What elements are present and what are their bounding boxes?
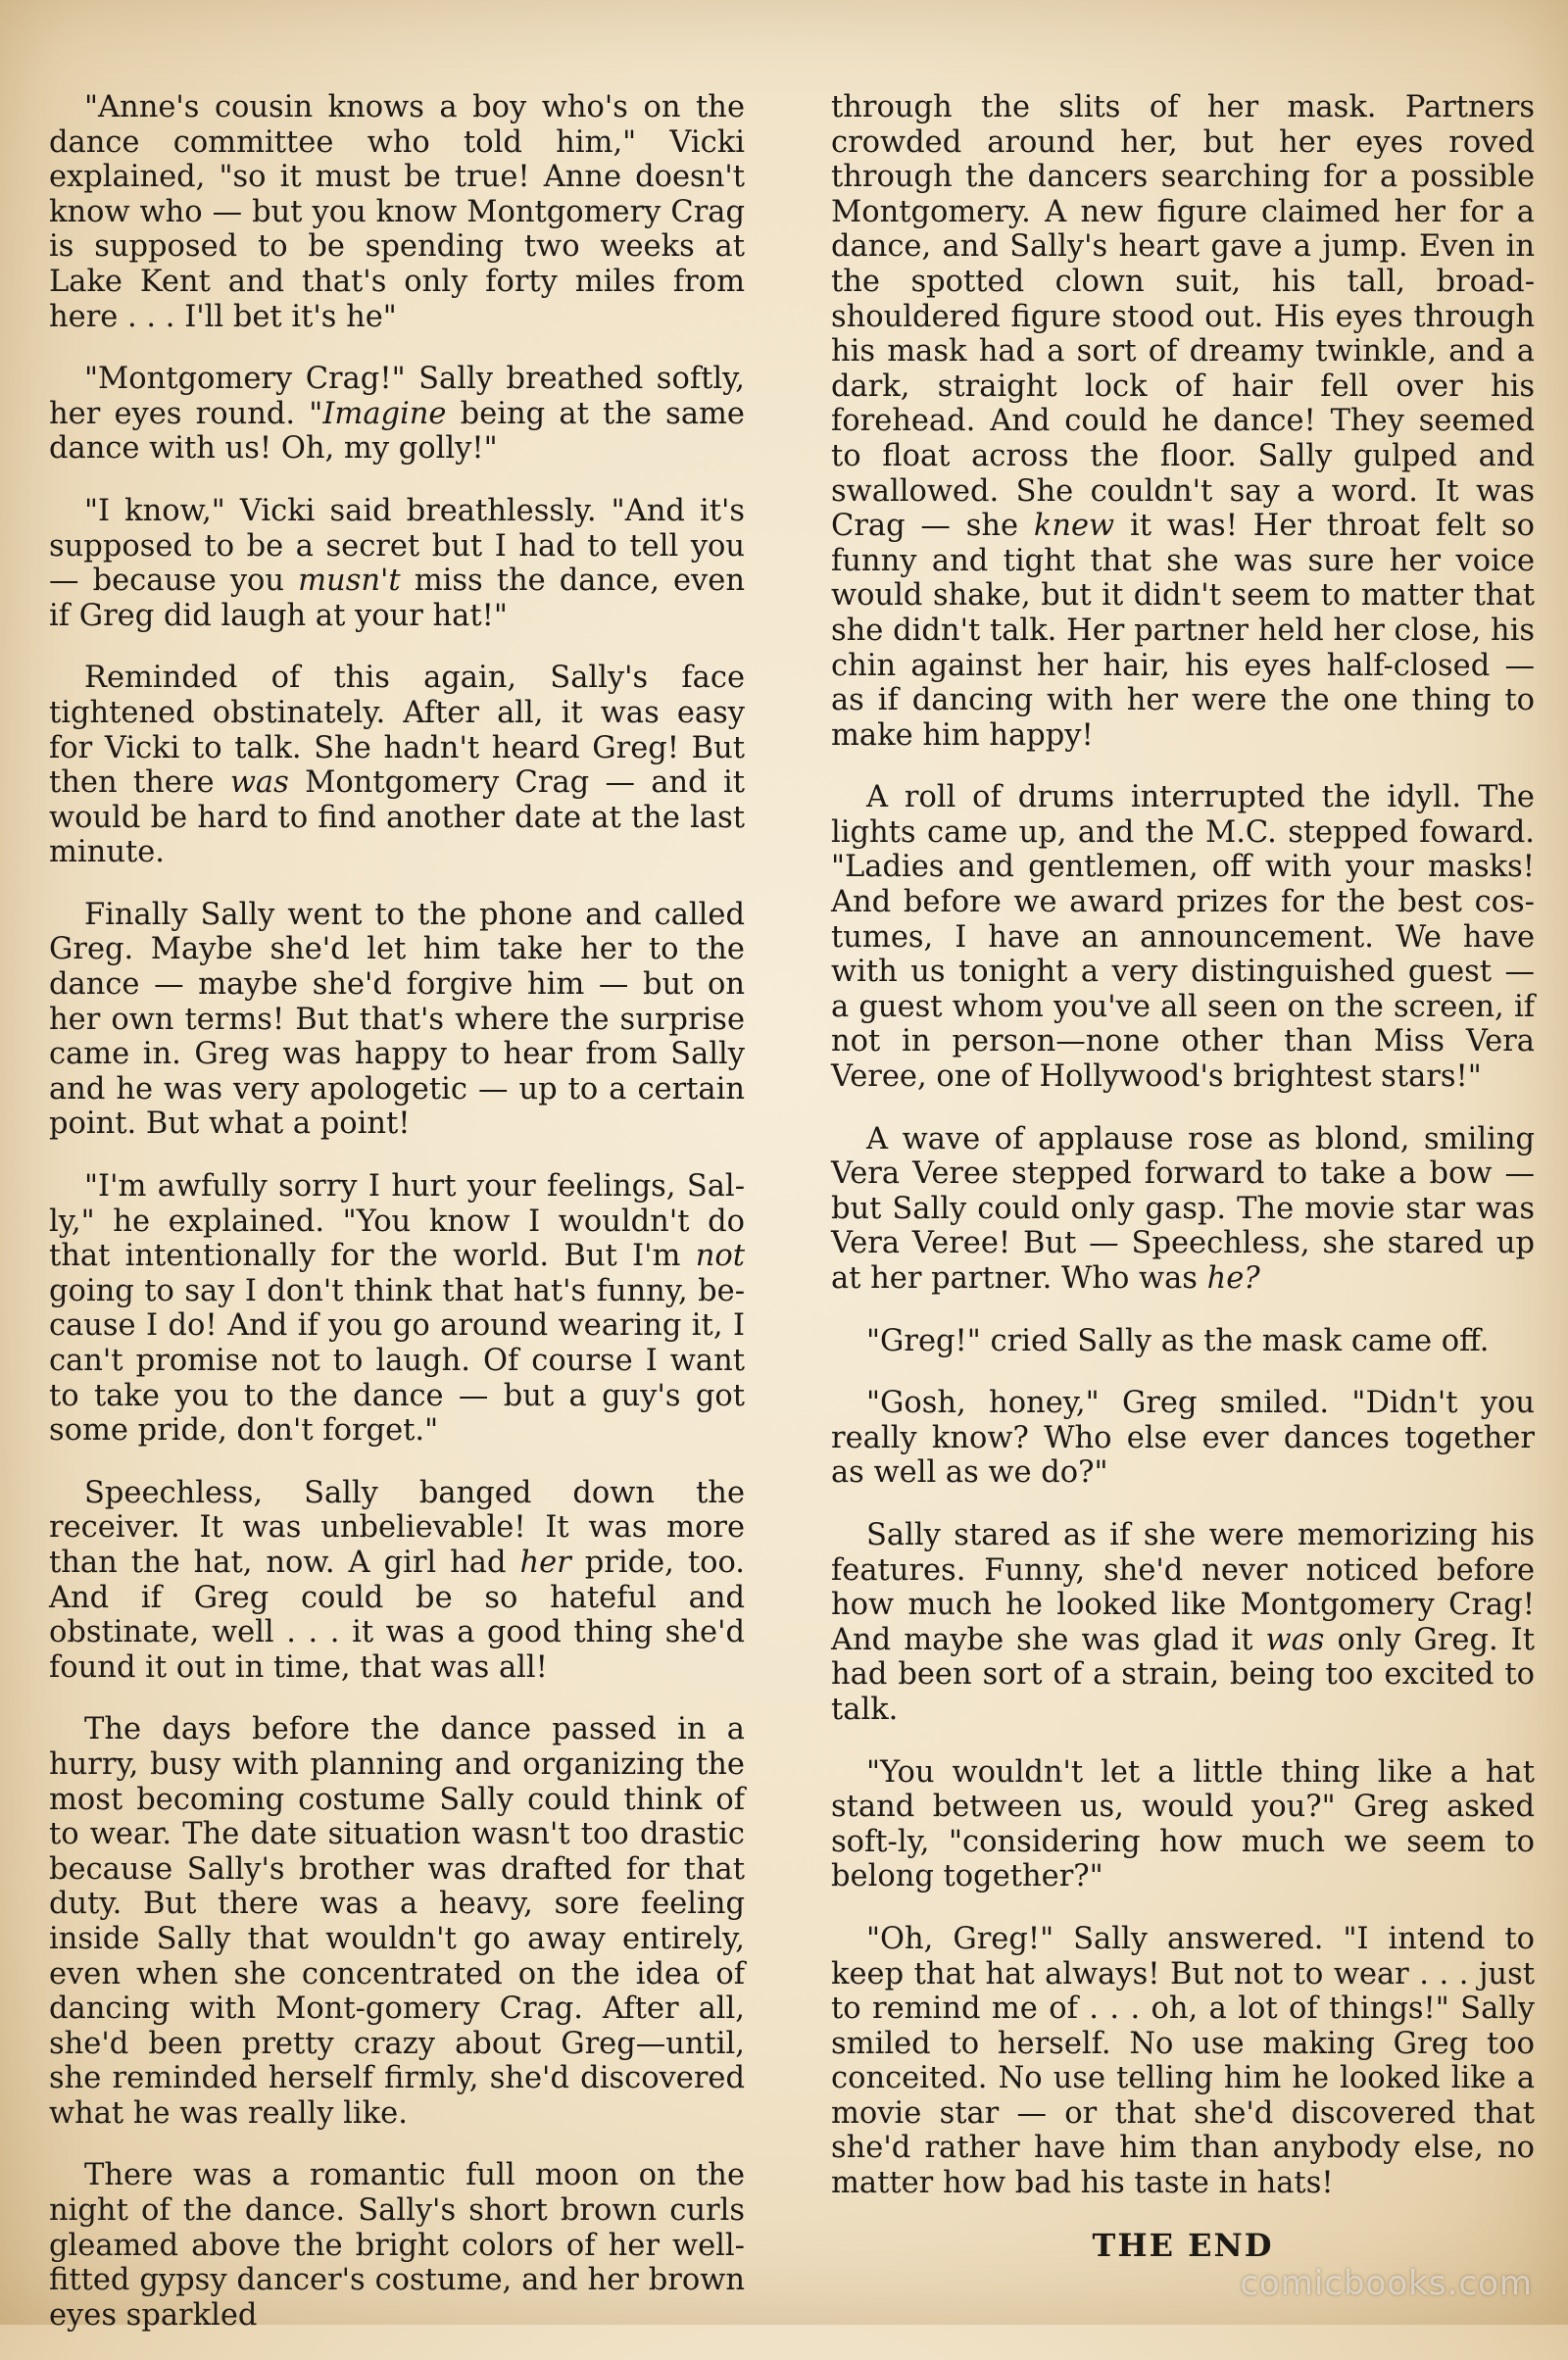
paragraph: through the slits of her mask. Partners crowded around her, but her eyes roved through the dancers searching for a possible Montgomery. A new figure claimed her for a dance, and Sally's heart gave a jump. Even in the spotted clown suit, his tall, broad-shouldered figure stood out. His eyes through his mask had a sort of dreamy twinkle, and a dark, straight lock of hair fell over his forehead. And could he dance! They seemed to float across the floor. Sally gulped and swallowed. She couldn't say a word. It was Crag — she knew it was! Her throat felt so funny and tight that she was sure her voice would shake, but it didn't seem to matter that she didn't talk. Her partner held her close, his chin against her hair, his eyes half-closed — as if dancing with her were the one thing to make him happy! (831, 90, 1535, 753)
left-column (49, 90, 745, 2360)
site-watermark: comicbooks.com (1240, 2264, 1533, 2303)
paragraph: Sally stared as if she were memorizing his features. Funny, she'd never noticed before how much he looked like Montgomery Crag! And maybe she was glad it was only Greg. It had been sort of a strain, being too excited to talk. (831, 1517, 1535, 1727)
paragraph: A wave of applause rose as blond, smiling Vera Veree stepped forward to take a bow — but Sally could only gasp. The movie star was Vera Veree! But — Speechless, she stared up at her partner. Who was he? (831, 1121, 1535, 1296)
paragraph: "Anne's cousin knows a boy who's on the dance committee who told him," Vicki explained, "so it must be true! Anne doesn't know who — but you know Montgomery Crag is supposed to be spending two weeks at Lake Kent and that's only forty miles from here . . . I'll bet it's he" (49, 90, 745, 334)
paragraph: A roll of drums interrupted the idyll. The lights came up, and the M.C. stepped foward. "Ladies and gentlemen, off with your masks! And before we award prizes for the best cos-tumes, I have an announcement. We have with us tonight a very distinguished guest — a guest whom you've all seen on the screen, if not in person—none other than Miss Vera Veree, one of Hollywood's brightest stars!" (831, 780, 1535, 1095)
paragraph: "I'm awfully sorry I hurt your feelings, Sal-ly," he explained. "You know I wouldn't do that intentionally for the world. But I'm not going to say I don't think that hat's funny, be-cause I do! And if you go around wearing it, I can't promise not to laugh. Of course I want to take you to the dance — but a guy's got some pride, don't forget." (49, 1169, 745, 1449)
paragraph: The days before the dance passed in a hurry, busy with planning and organizing the most becoming costume Sally could think of to wear. The date situation wasn't too drastic because Sally's brother was drafted for that duty. But there was a heavy, sore feeling inside Sally that wouldn't go away entirely, even when she concentrated on the idea of dancing with Mont-gomery Crag. After all, she'd been pretty crazy about Greg—until, she reminded herself firmly, she'd discovered what he was really like. (49, 1712, 745, 2131)
paragraph: "Oh, Greg!" Sally answered. "I intend to keep that hat always! But not to wear . . . just to remind me of . . . oh, a lot of things!" Sally smiled to herself. No use making Greg too conceited. No use telling him he looked like a movie star — or that she'd discovered that she'd rather have him than anybody else, no matter how bad his taste in hats! (831, 1921, 1535, 2201)
paragraph: "Greg!" cried Sally as the mask came off. (866, 1323, 1490, 1358)
paragraph: "Gosh, honey," Greg smiled. "Didn't you really know? Who else ever dances together as well as we do?" (831, 1386, 1535, 1491)
the-end-label: THE END (1092, 2226, 1274, 2264)
paragraph: Finally Sally went to the phone and called Greg. Maybe she'd let him take her to the dance — maybe she'd forgive him — but on her own terms! But that's where the surprise came in. Greg was happy to hear from Sally and he was very apologetic — up to a certain point. But what a point! (49, 897, 745, 1142)
right-column (831, 90, 1535, 2290)
paragraph: Speechless, Sally banged down the receiver. It was unbelievable! It was more than the hat, now. A girl had her pride, too. And if Greg could be so hateful and obstinate, well . . . it was a good thing she'd found it out in time, that was all! (49, 1475, 745, 1685)
paragraph: "I know," Vicki said breathlessly. "And it's supposed to be a secret but I had to tell you — because you musn't miss the dance, even if Greg did laugh at your hat!" (49, 493, 745, 633)
paragraph: "Montgomery Crag!" Sally breathed softly, her eyes round. "Imagine being at the same dance with us! Oh, my golly!" (49, 362, 745, 467)
paragraph: Reminded of this again, Sally's face tightened obstinately. After all, it was easy for Vicki to talk. She hadn't heard Greg! But then there was Montgomery Crag — and it would be hard to find another date at the last minute. (49, 661, 746, 870)
paragraph: "You wouldn't let a little thing like a hat stand between us, would you?" Greg asked soft-ly, "considering how much we seem to belong together?" (831, 1754, 1535, 1894)
paragraph: There was a romantic full moon on the night of the dance. Sally's short brown curls gleamed above the bright colors of her well-fitted gypsy dancer's costume, and her brown eyes sparkled (49, 2158, 745, 2333)
